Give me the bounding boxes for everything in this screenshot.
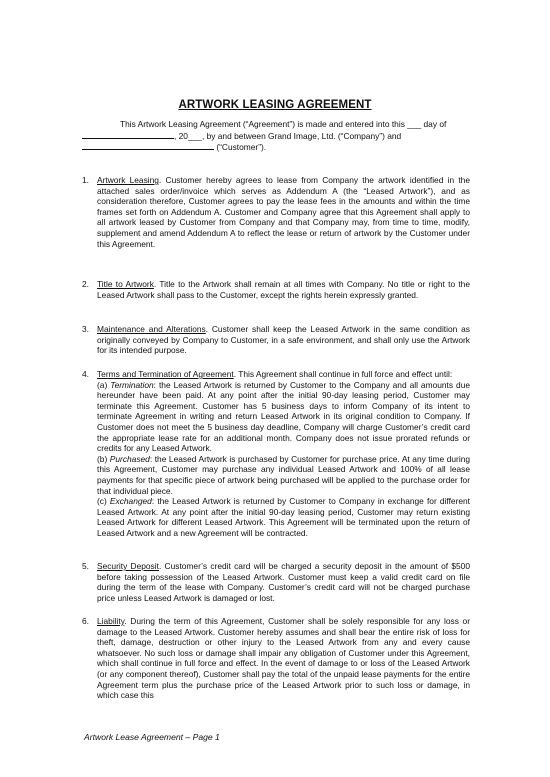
- section-number: 4.: [82, 369, 89, 379]
- section-5: [82, 561, 470, 603]
- subitem-a: [97, 380, 470, 454]
- subitem-text: : the Leased Artwork is returned by Customer to the Company and all amounts due hereunder have been paid. At any point after the initial 90-day leasing period, Customer may terminate this Agreement. Customer has 5 business days to inform Company of its intent to terminate Agreement in writing and return Leased Artwork in its original condition to Company. If Customer does not meet the 5 business day deadline, Company will charge Customer’s credit card the appropriate lease rate for an additional month. Company does not issue prorated refunds or credits for any Leased Artwork.: [97, 379, 471, 454]
- page-footer: Artwork Lease Agreement – Page 1: [84, 732, 220, 742]
- subitem-label: (b): [97, 453, 110, 464]
- section-heading: Liability: [97, 616, 125, 626]
- section-number: 2.: [82, 279, 89, 289]
- section-body: [97, 324, 470, 356]
- subitem-term: Termination: [110, 379, 154, 390]
- section-number: 1.: [82, 175, 89, 185]
- subitem-text: : the Leased Artwork is purchased by Customer for purchase price. At any time during this Agreement, Customer may purchase any individual Leased Artwork and 100% of all lease payments for that specific piece of artwork being purchased will be applied to the purchase order for that individual piece.: [97, 453, 471, 496]
- customer-blank: [82, 141, 214, 150]
- subitem-c: [97, 496, 470, 538]
- section-intro: [97, 369, 470, 380]
- section-1: [82, 175, 470, 249]
- section-text: . Customer shall keep the Leased Artwork in the same condition as originally conveyed by Company to Customer, in a safe environment, and shall only use the Artwork for its intended purpose.: [97, 324, 470, 356]
- subitem-term: Purchased: [109, 453, 150, 464]
- subitem-text: : the Leased Artwork is returned by Customer to Company in exchange for different Leased Artwork. At any point after the initial 90-day leasing period, Customer may return existing Leased Artwork for different Leased Artwork. This Agreement will be terminated upon the return of Leased Artwork and a new Agreement will be contracted.: [97, 496, 471, 538]
- section-body: [97, 616, 470, 701]
- intro-line-2: [82, 130, 470, 142]
- intro-line-3: [82, 141, 470, 153]
- section-heading: Artwork Leasing: [97, 175, 159, 185]
- section-number: 3.: [82, 324, 89, 334]
- date-blank: [82, 130, 174, 139]
- section-3: [82, 324, 470, 356]
- intro-part-3: (“Customer”).: [216, 142, 267, 153]
- intro-paragraph: [82, 119, 470, 153]
- section-text: . This Agreement shall continue in full force and effect until:: [233, 369, 453, 379]
- subitem-b: [97, 454, 470, 496]
- section-heading: Maintenance and Alterations: [97, 324, 206, 334]
- section-number: 6.: [82, 616, 89, 626]
- section-text: . Customer hereby agrees to lease from Company the artwork identified in the attached sales order/invoice which serves as Addendum A (the “Leased Artwork”), and as consideration therefore, Customer agrees to pay the lease fees in the amounts and within the time frames set forth on Addendum A. Customer and Company agree that this Agreement shall apply to all artwork leased by Customer from Company and that Company may, from time to time, modify, supplement and amend Addendum A to reflect the lease or return of artwork by the Customer under this Agreement.: [97, 175, 470, 249]
- document-title: ARTWORK LEASING AGREEMENT: [178, 99, 372, 111]
- section-body: [97, 175, 470, 249]
- subitem-label: (a): [97, 379, 111, 390]
- section-2: [82, 279, 470, 300]
- section-heading: Terms and Termination of Agreement: [97, 369, 234, 379]
- section-4: [82, 369, 470, 539]
- section-text: . Customer’s credit card will be charged a security deposit in the amount of $500 before taking possession of the Leased Artwork. Customer must keep a valid credit card on file during the term of the lease with Company. Customer’s credit card will not be charged purchase price unless Leased Artwork is damaged or lost.: [97, 561, 470, 603]
- subitem-term: Exchanged: [109, 496, 152, 507]
- section-body: [97, 369, 470, 539]
- subitem-label: (c): [97, 496, 110, 507]
- intro-part-2: , 20___, by and between Grand Image, Ltd. (“Company”) and: [174, 130, 402, 141]
- section-number: 5.: [82, 561, 89, 571]
- section-6: [82, 616, 470, 701]
- section-body: [97, 279, 470, 300]
- intro-line-1: This Artwork Leasing Agreement (“Agreement”) is made and entered into this ___ day of: [120, 119, 447, 129]
- section-heading: Security Deposit: [97, 561, 159, 571]
- section-body: [97, 561, 470, 603]
- section-text: . During the term of this Agreement, Customer shall be solely responsible for any loss or damage to the Leased Artwork. Customer hereby assumes and shall bear the entire risk of loss for theft, damage, destruction or other injury to the Leased Artwork from any and every cause whatsoever. No such loss or damage shall impair any obligation of Customer under this Agreement, which shall continue in full force and effect. In the event of damage to or loss of the Leased Artwork (or any component thereof), Customer shall pay the total of the unpaid lease payments for the entire Agreement term plus the purchase price of the Leased Artwork prior to such loss or damage, in which case this: [97, 616, 470, 701]
- section-text: . Title to the Artwork shall remain at all times with Company. No title or right to the Leased Artwork shall pass to the Customer, except the rights herein expressly granted.: [97, 279, 470, 300]
- section-heading: Title to Artwork: [97, 279, 154, 289]
